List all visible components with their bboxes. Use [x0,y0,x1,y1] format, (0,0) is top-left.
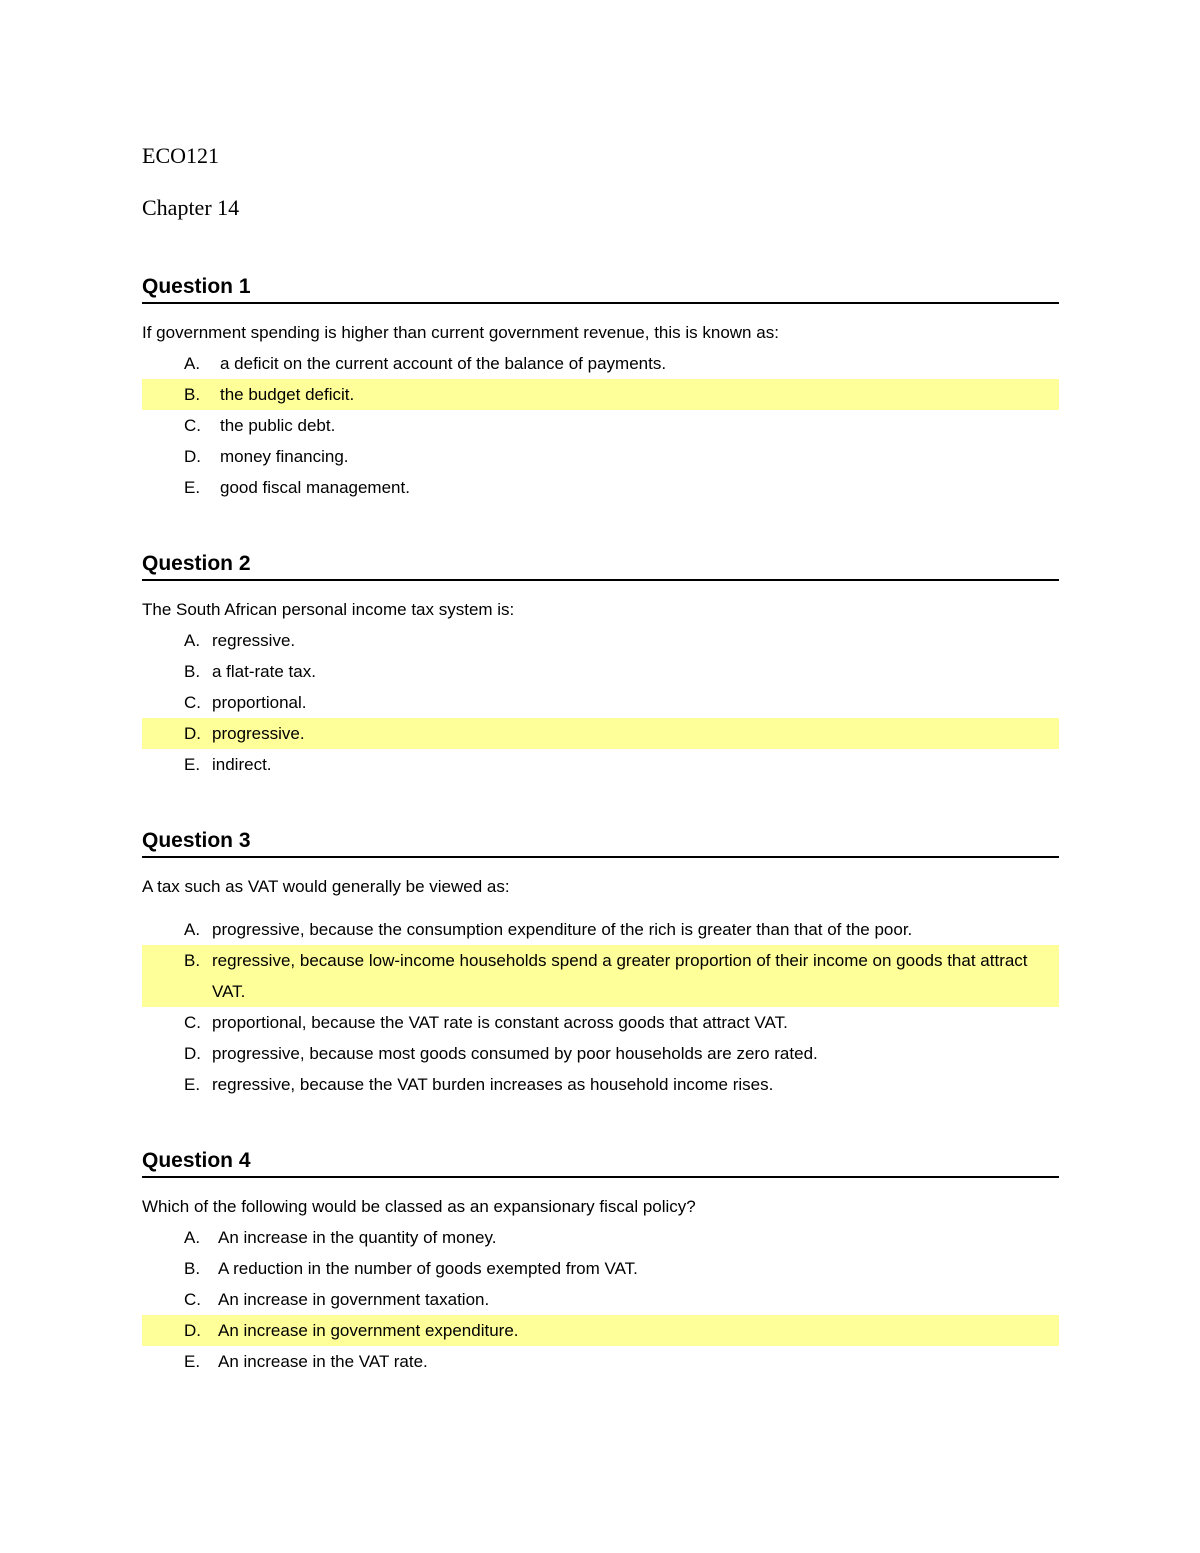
answer-options [142,625,1059,780]
option-text: the public debt. [220,416,336,435]
option-letter: D. [184,724,201,743]
option-c [142,1007,1059,1038]
answer-options [142,1222,1059,1377]
option-text: progressive, because most goods consumed by poor households are zero rated. [212,1044,818,1063]
option-text: An increase in government expenditure. [218,1321,519,1340]
option-letter: E. [184,478,201,497]
option-b-correct [142,379,1059,410]
option-letter: C. [184,1290,201,1309]
option-text: A reduction in the number of goods exempted from VAT. [218,1259,638,1278]
question-2 [142,551,1059,780]
option-letter: D. [184,447,201,466]
option-b [142,656,1059,687]
option-letter: C. [184,1013,201,1032]
option-text: regressive. [212,631,296,650]
option-letter: A. [184,920,201,939]
option-e [142,472,1059,503]
question-3 [142,828,1059,1100]
option-letter: B. [184,385,201,404]
option-letter: C. [184,693,201,712]
option-a [142,348,1059,379]
option-letter: B. [184,1259,201,1278]
question-stem: Which of the following would be classed as an expansionary fiscal policy? [142,1197,696,1216]
question-title: Question 1 [142,274,1059,304]
option-c [142,687,1059,718]
option-d [142,441,1059,472]
option-letter: A. [184,354,201,373]
option-b [142,1253,1059,1284]
option-text: An increase in government taxation. [218,1290,490,1309]
question-title: Question 4 [142,1148,1059,1178]
option-letter: B. [184,951,201,970]
option-text: a deficit on the current account of the balance of payments. [220,354,667,373]
option-text: regressive, because low-income households spend a greater proportion of their income on goods that attract VAT. [212,951,1028,1001]
option-letter: C. [184,416,201,435]
option-d-correct [142,1315,1059,1346]
option-a [142,914,1059,945]
option-text: An increase in the VAT rate. [218,1352,428,1371]
option-c [142,1284,1059,1315]
option-letter: E. [184,1075,201,1094]
option-text: progressive, because the consumption expenditure of the rich is greater than that of the poor. [212,920,913,939]
option-letter: A. [184,1228,201,1247]
chapter-title: Chapter 14 [142,195,240,220]
option-letter: A. [184,631,201,650]
option-text: the budget deficit. [220,385,355,404]
question-4 [142,1148,1059,1377]
option-d [142,1038,1059,1069]
option-e [142,1346,1059,1377]
question-stem: A tax such as VAT would generally be viewed as: [142,877,510,896]
option-a [142,1222,1059,1253]
option-text: a flat-rate tax. [212,662,316,681]
question-stem: The South African personal income tax system is: [142,600,515,619]
course-code: ECO121 [142,143,219,168]
option-text: proportional, because the VAT rate is constant across goods that attract VAT. [212,1013,788,1032]
option-letter: B. [184,662,201,681]
option-a [142,625,1059,656]
option-b-correct [142,945,1059,1007]
option-letter: D. [184,1044,201,1063]
option-letter: E. [184,755,201,774]
option-e [142,749,1059,780]
option-text: good fiscal management. [220,478,410,497]
option-text: indirect. [212,755,272,774]
option-text: progressive. [212,724,305,743]
option-text: money financing. [220,447,349,466]
answer-options [142,348,1059,503]
question-stem: If government spending is higher than current government revenue, this is known as: [142,323,779,342]
option-e [142,1069,1059,1100]
option-text: regressive, because the VAT burden increases as household income rises. [212,1075,774,1094]
option-letter: E. [184,1352,201,1371]
option-text: proportional. [212,693,307,712]
answer-options [142,914,1059,1100]
option-letter: D. [184,1321,201,1340]
question-1 [142,274,1059,503]
option-d-correct [142,718,1059,749]
question-title: Question 2 [142,551,1059,581]
question-title: Question 3 [142,828,1059,858]
option-text: An increase in the quantity of money. [218,1228,497,1247]
option-c [142,410,1059,441]
